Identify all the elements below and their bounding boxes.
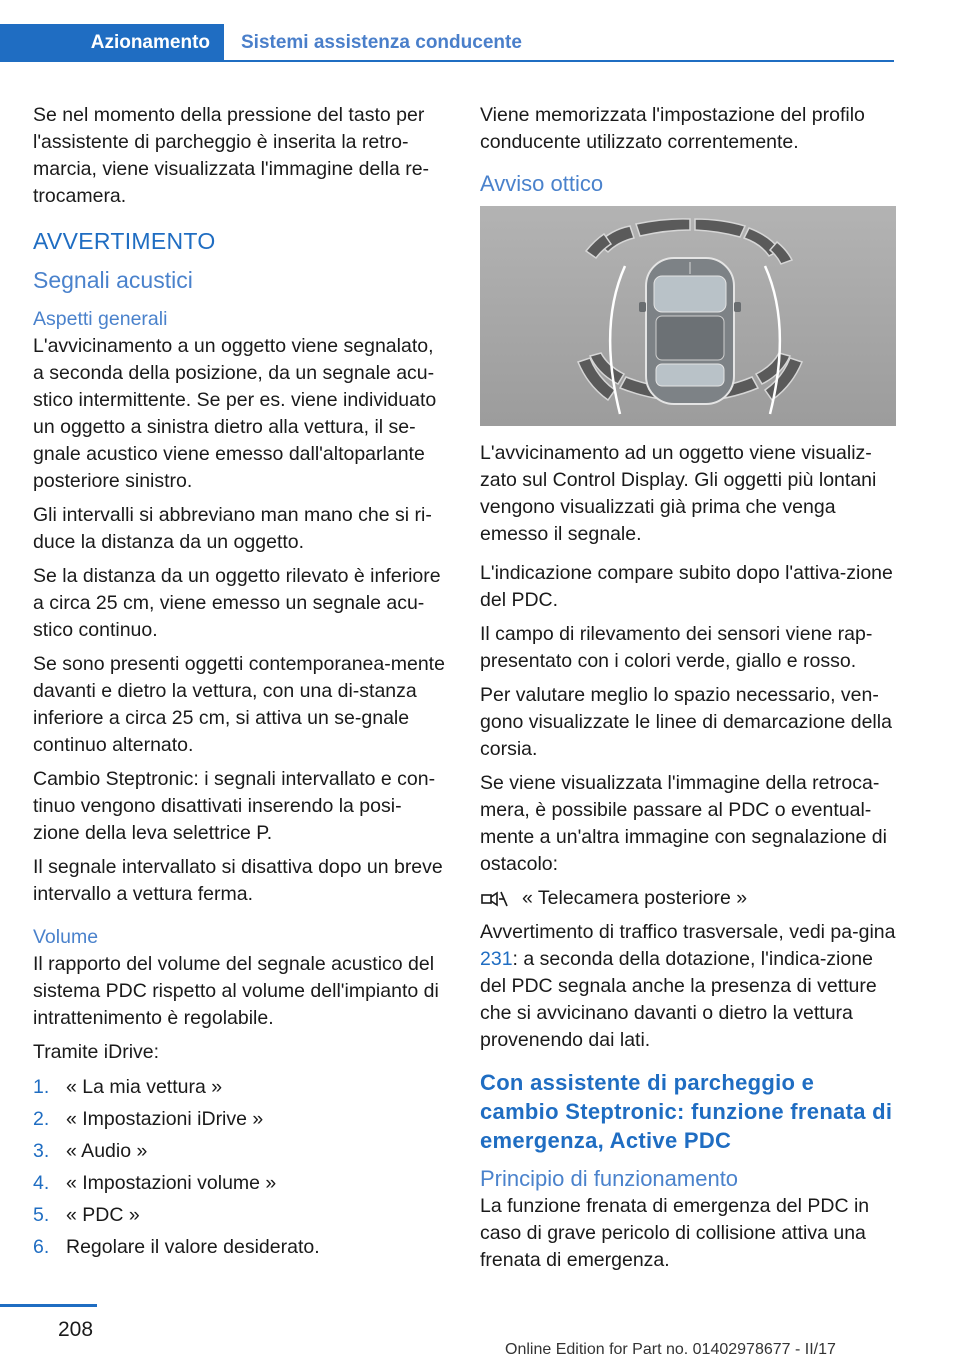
paragraph: Avvertimento di traffico trasversale, vedi pa-gina 231: a seconda della dotazione, l'indica-zione del PDC segnala anche la presenza di vetture che si avvicinano davanti o dietro la vettura provenendo dai lati. [480,921,896,1051]
paragraph: Il rapporto del volume del segnale acustico del sistema PDC rispetto al volume dell'impianto di intrattenimento è regolabile. [33,953,439,1029]
assist-heading: Con assistente di parcheggio e cambio Steptronic: funzione frenata di emergenza, Active PDC [480,1070,893,1153]
left-column [33,102,448,1266]
paragraph: Cambio Steptronic: i segnali intervallato e con-tinuo vengono disattivati inserendo la posi-zione della leva selettrice P. [33,768,436,844]
page-number: 208 [58,1318,94,1341]
paragraph: Il campo di rilevamento dei sensori viene rap-presentato con i colori verde, giallo e rosso. [480,623,873,672]
paragraph: L'indicazione compare subito dopo l'attiva-zione del PDC. [480,562,893,611]
list-item: 6. Regolare il valore desiderato. [33,1236,320,1258]
list-item: 1. « La mia vettura » [33,1076,223,1098]
rear-camera-icon [480,888,510,910]
list-item: 2. « Impostazioni iDrive » [33,1108,264,1130]
paragraph: La funzione frenata di emergenza del PDC in caso di grave pericolo di collisione attiva una frenata di emergenza. [480,1195,870,1271]
list-item: 3. « Audio » [33,1140,148,1162]
camera-option-label: « Telecamera posteriore » [522,887,748,909]
list-item: 4. « Impostazioni volume » [33,1172,277,1194]
steps-list [33,1074,448,1261]
volume-heading: Volume [33,926,99,948]
paragraph: Se la distanza da un oggetto rilevato è inferiore a circa 25 cm, viene emesso un segnale acu-stico continuo. [33,565,441,641]
pdc-car-illustration [480,206,896,426]
paragraph: L'avvicinamento ad un oggetto viene visualiz-zato sul Control Display. Gli oggetti più lontani vengono visualizzati già prima che venga emesso il segnale. [480,442,877,545]
chapter-tab[interactable]: Azionamento [0,24,224,62]
page-link[interactable]: 231 [480,948,513,970]
paragraph: L'avvicinamento a un oggetto viene segnalato, a seconda della posizione, da un segnale acu-stico intermittente. Se per es. viene individuato un oggetto a sinistra dietro alla vettura, il se-gnale acustico viene emesso dall'altoparlante posteriore sinistro. [33,335,437,492]
optical-heading: Avviso ottico [480,171,604,196]
footer-rule [0,1304,97,1307]
paragraph: Se viene visualizzata l'immagine della retroca-mera, è possibile passare al PDC o eventual-mente a un'altra immagine con segnalazione di ostacolo: [480,772,887,875]
paragraph: Il segnale intervallato si disattiva dopo un breve intervallo a vettura ferma. [33,856,443,905]
paragraph: Gli intervalli si abbreviano man mano che si ri-duce la distanza da un oggetto. [33,504,432,553]
edition-note: Online Edition for Part no. 01402978677 - II/17 [505,1341,836,1358]
right-column [480,102,896,1281]
header-rule [224,60,894,62]
paragraph: Tramite iDrive: [33,1041,160,1063]
acoustic-heading: Segnali acustici [33,267,193,293]
list-item: 5. « PDC » [33,1204,140,1226]
section-tab[interactable]: Sistemi assistenza conducente [241,32,522,53]
page-header [0,0,960,62]
general-heading: Aspetti generali [33,308,168,330]
camera-option [480,885,896,912]
warning-heading: AVVERTIMENTO [33,228,216,254]
principle-heading: Principio di funzionamento [480,1166,739,1191]
paragraph: Se sono presenti oggetti contemporanea-mente davanti e dietro la vettura, con una di-stanza inferiore a circa 25 cm, si attiva un se-gnale continuo alternato. [33,653,445,756]
paragraph: Viene memorizzata l'impostazione del profilo conducente utilizzato correntemente. [480,104,865,153]
intro-paragraph: Se nel momento della pressione del tasto per l'assistente di parcheggio è inserita la retro-marcia, viene visualizzata l'immagine della re-trocamera. [33,104,430,207]
pdc-display-figure [480,206,896,426]
paragraph: Per valutare meglio lo spazio necessario, ven-gono visualizzate le linee di demarcazione della corsia. [480,684,892,760]
